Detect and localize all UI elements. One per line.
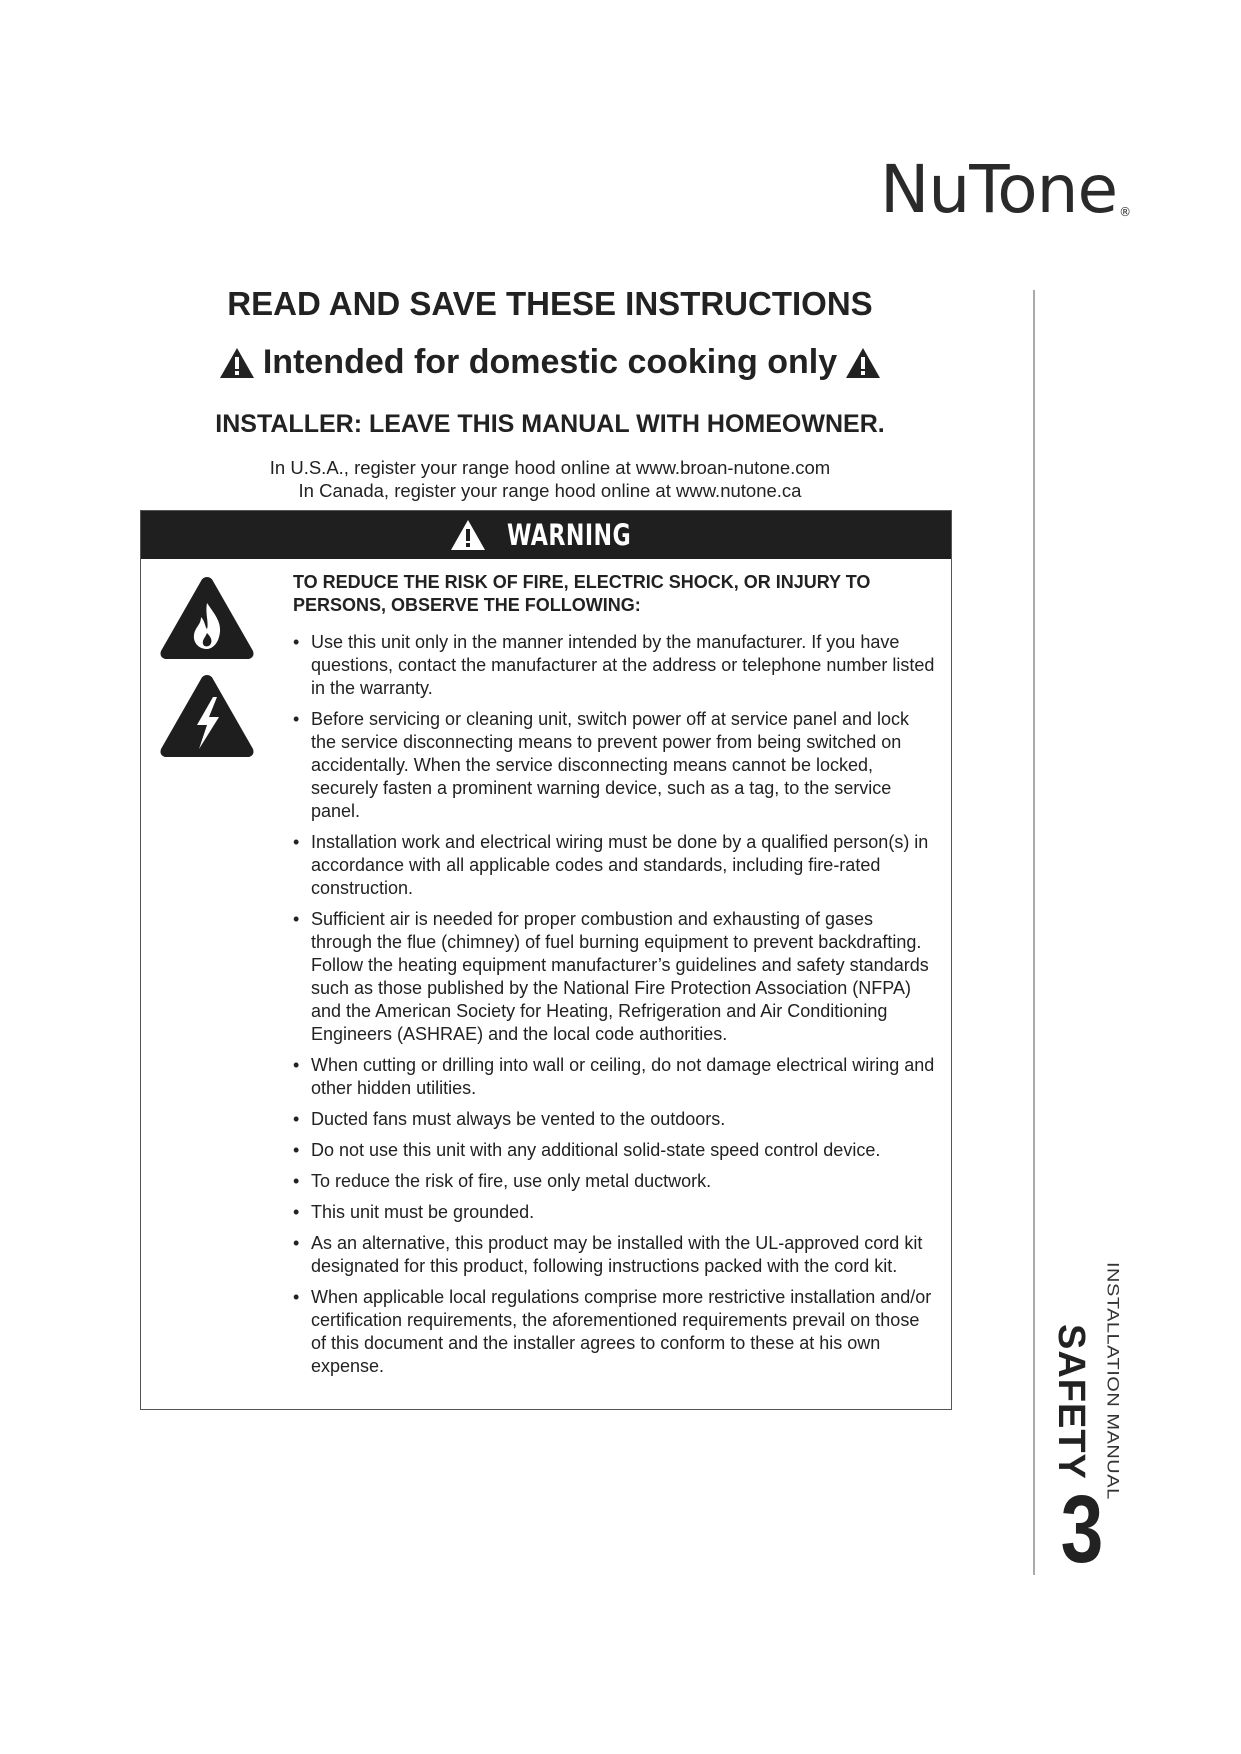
list-item-text: Installation work and electrical wiring must be done by a qualified person(s) in accordance with all applicable codes and standards, including fire-rated construction. [311,832,929,898]
warning-triangle-icon [219,347,255,379]
list-item [293,1108,938,1131]
list-item-text: Use this unit only in the manner intended by the manufacturer. If you have questions, contact the manufacturer at the address or telephone number listed in the warranty. [311,632,935,698]
subtitle [140,343,960,382]
sidebar-divider [1033,290,1035,1575]
warning-list [293,631,938,1378]
bullet: • [293,1202,300,1222]
warning-header [141,511,951,559]
list-item-text: As an alternative, this product may be installed with the UL-approved cord kit designated for this product, following instructions packed with the cord kit. [311,1233,923,1276]
nutone-logo [880,150,1150,230]
bullet: • [293,1171,300,1191]
bullet: • [293,909,300,929]
list-item [293,908,938,1046]
list-item-text: Do not use this unit with any additional solid-state speed control device. [311,1140,881,1160]
page-title: READ AND SAVE THESE INSTRUCTIONS [227,285,873,322]
bullet: • [293,832,300,852]
warning-triangle-icon [450,519,486,551]
list-item-text: When cutting or drilling into wall or ceiling, do not damage electrical wiring and other hidden utilities. [311,1055,935,1098]
installer-note: INSTALLER: LEAVE THIS MANUAL WITH HOMEOWNER. [215,410,885,438]
bullet: • [293,1233,300,1253]
bullet: • [293,1140,300,1160]
logo-text: NuTone [880,151,1118,228]
subtitle-text: Intended for domestic cooking only [262,343,838,381]
bullet: • [293,709,300,729]
registration-info [140,456,960,502]
list-item [293,1054,938,1100]
warning-content [293,571,938,1386]
section-label: SAFETY [1050,1324,1092,1480]
manual-label: INSTALLATION MANUAL [1103,1262,1122,1500]
list-item-text: Sufficient air is needed for proper combustion and exhausting of gases through the flue (chimney) of fuel burning equipment to prevent backdrafting. Follow the heating equipment manufacturer’s guidelines and safety standards such as those published by the National Fire Protection Association (NFPA) and the American Society for Heating, Refrigeration and Air Conditioning Engineers (ASHRAE) and the local code authorities. [311,909,929,1044]
list-item-text: Before servicing or cleaning unit, switch power off at service panel and lock the service disconnecting means to prevent power from being switched on accidentally. When the service disconnecting means cannot be locked, securely fasten a prominent warning device, such as a tag, to the service panel. [311,709,909,821]
list-item [293,1232,938,1278]
bullet: • [293,1109,300,1129]
hazard-icons [157,573,257,769]
list-item-text: When applicable local regulations comprise more restrictive installation and/or certification requirements, the aforementioned requirements prevail on those of this document and the installer agrees to conform to these at his own expense. [311,1287,932,1376]
warning-lead: TO REDUCE THE RISK OF FIRE, ELECTRIC SHOCK, OR INJURY TO PERSONS, OBSERVE THE FOLLOWING: [293,572,871,615]
bullet: • [293,632,300,652]
warning-triangle-icon [845,347,881,379]
registered-mark: ® [1119,205,1131,219]
list-item-text: This unit must be grounded. [311,1202,535,1222]
fire-hazard-icon [157,573,257,663]
list-item-text: To reduce the risk of fire, use only metal ductwork. [311,1171,712,1191]
list-item [293,708,938,823]
warning-box [140,510,952,1410]
register-usa: In U.S.A., register your range hood online at www.broan-nutone.com [269,457,831,478]
bullet: • [293,1287,300,1307]
list-item [293,631,938,700]
list-item [293,1286,938,1378]
list-item [293,1201,938,1224]
list-item [293,1139,938,1162]
page-number: 3 [1060,1476,1104,1583]
bullet: • [293,1055,300,1075]
register-canada: In Canada, register your range hood online at www.nutone.ca [298,480,802,501]
list-item-text: Ducted fans must always be vented to the outdoors. [311,1109,726,1129]
electric-shock-icon [157,671,257,761]
list-item [293,1170,938,1193]
warning-heading: WARNING [506,518,632,552]
list-item [293,831,938,900]
